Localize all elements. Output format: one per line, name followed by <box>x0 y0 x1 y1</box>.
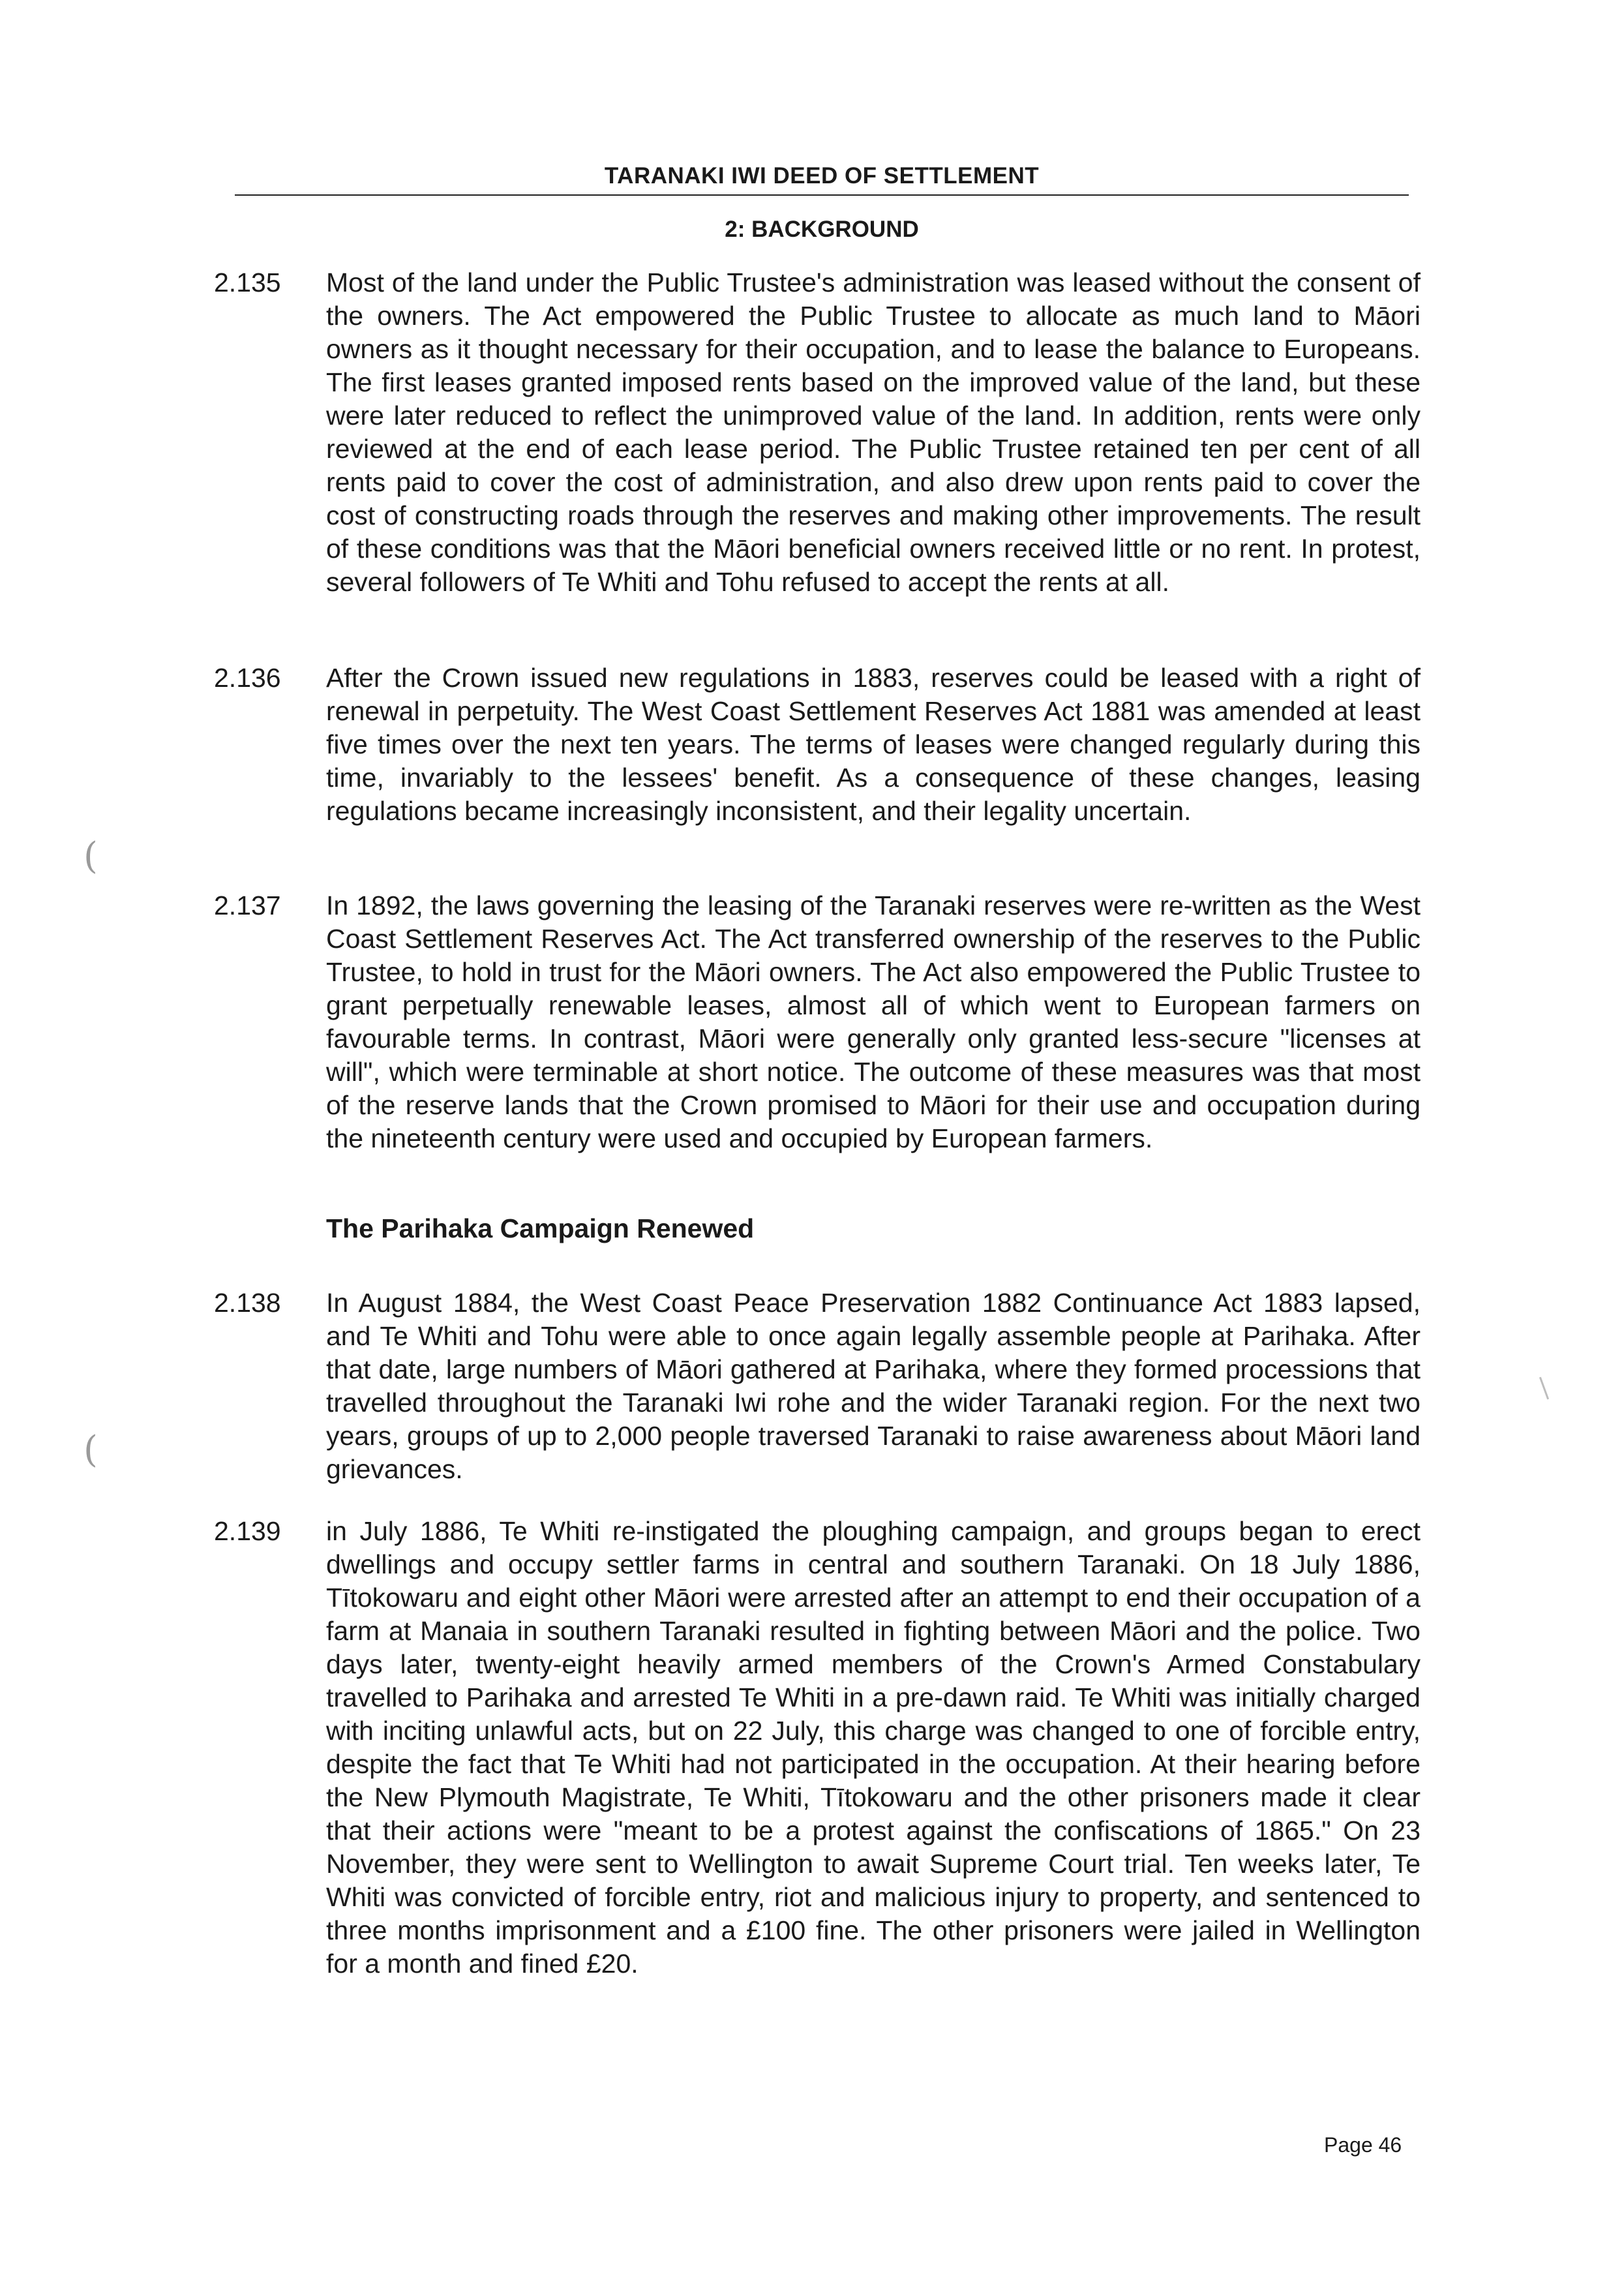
paragraph-number: 2.139 <box>214 1516 281 1546</box>
page-number: Page 46 <box>1324 2133 1402 2157</box>
document-title: TARANAKI IWI DEED OF SETTLEMENT <box>604 163 1040 189</box>
section-subheading: The Parihaka Campaign Renewed <box>326 1213 755 1243</box>
paragraph-text: In 1892, the laws governing the leasing of the Taranaki reserves were re-written as the West Coast Settlement Reserves Act. The Act transferred ownership of the reserves to the Public Trustee, to hold in trust for the Māori owners. The Act also empowered the Public Trustee to grant perpetually renewable leases, almost all of which went to European farmers on favourable terms. In contrast, Māori were generally only granted less-secure "licenses at will", which were terminable at short notice. The outcome of these measures was that most of the reserve lands that the Crown promised to Māori for their use and occupation during the nineteenth century were used and occupied by European farmers. <box>326 890 1421 1153</box>
paragraph-number: 2.137 <box>214 890 281 920</box>
paragraph-text: In August 1884, the West Coast Peace Preservation 1882 Continuance Act 1883 lapsed, and Te Whiti and Tohu were able to once again legally assemble people at Parihaka. After that date, large numbers of Māori gathered at Parihaka, where they formed processions that travelled throughout the Taranaki Iwi rohe and the wider Taranaki region. For the next two years, groups of up to 2,000 people traversed Taranaki to raise awareness about Māori land grievances. <box>326 1288 1421 1484</box>
scan-bracket-mark: ( <box>83 835 98 877</box>
scan-speck <box>1539 1377 1549 1400</box>
page-header <box>235 162 1409 244</box>
header-divider <box>235 194 1409 196</box>
paragraph-text: Most of the land under the Public Trustee's administration was leased without the consent of the owners. The Act empowered the Public Trustee to allocate as much land to Māori owners as it thought necessary for their occupation, and to lease the balance to Europeans. The first leases granted imposed rents based on the improved value of the land, but these were later reduced to reflect the unimproved value of the land. In addition, rents were only reviewed at the end of each lease period. The Public Trustee retained ten per cent of all rents paid to cover the cost of administration, and also drew upon rents paid to cover the cost of constructing roads through the reserves and making other improvements. The result of these conditions was that the Māori beneficial owners received little or no rent. In protest, several followers of Te Whiti and Tohu refused to accept the rents at all. <box>326 267 1421 597</box>
paragraph-number: 2.136 <box>214 663 281 693</box>
paragraph-number: 2.135 <box>214 267 281 297</box>
paragraph-text: After the Crown issued new regulations in 1883, reserves could be leased with a right of renewal in perpetuity. The West Coast Settlement Reserves Act 1881 was amended at least five times over the next ten years. The terms of leases were changed regularly during this time, invariably to the lessees' benefit. As a consequence of these changes, leasing regulations became increasingly inconsistent, and their legality uncertain. <box>326 663 1421 826</box>
paragraph-text: in July 1886, Te Whiti re-instigated the ploughing campaign, and groups began to erect dwellings and occupy settler farms in central and southern Taranaki. On 18 July 1886, Tītokowaru and eight other Māori were arrested after an attempt to end their occupation of a farm at Manaia in southern Taranaki resulted in fighting between Māori and the police. Two days later, twenty-eight heavily armed members of the Crown's Armed Constabulary travelled to Parihaka and arrested Te Whiti in a pre-dawn raid. Te Whiti was initially charged with inciting unlawful acts, but on 22 July, this charge was changed to one of forcible entry, despite the fact that Te Whiti had not participated in the occupation. At their hearing before the New Plymouth Magistrate, Te Whiti, Tītokowaru and the other prisoners made it clear that their actions were "meant to be a protest against the confiscations of 1865." On 23 November, they were sent to Wellington to await Supreme Court trial. Ten weeks later, Te Whiti was convicted of forcible entry, riot and malicious injury to property, and sentenced to three months imprisonment and a £100 fine. The other prisoners were jailed in Wellington for a month and fined £20. <box>326 1516 1421 1979</box>
paragraph-number: 2.138 <box>214 1288 281 1318</box>
scan-bracket-mark: ( <box>83 1429 98 1471</box>
section-title: 2: BACKGROUND <box>725 217 919 242</box>
